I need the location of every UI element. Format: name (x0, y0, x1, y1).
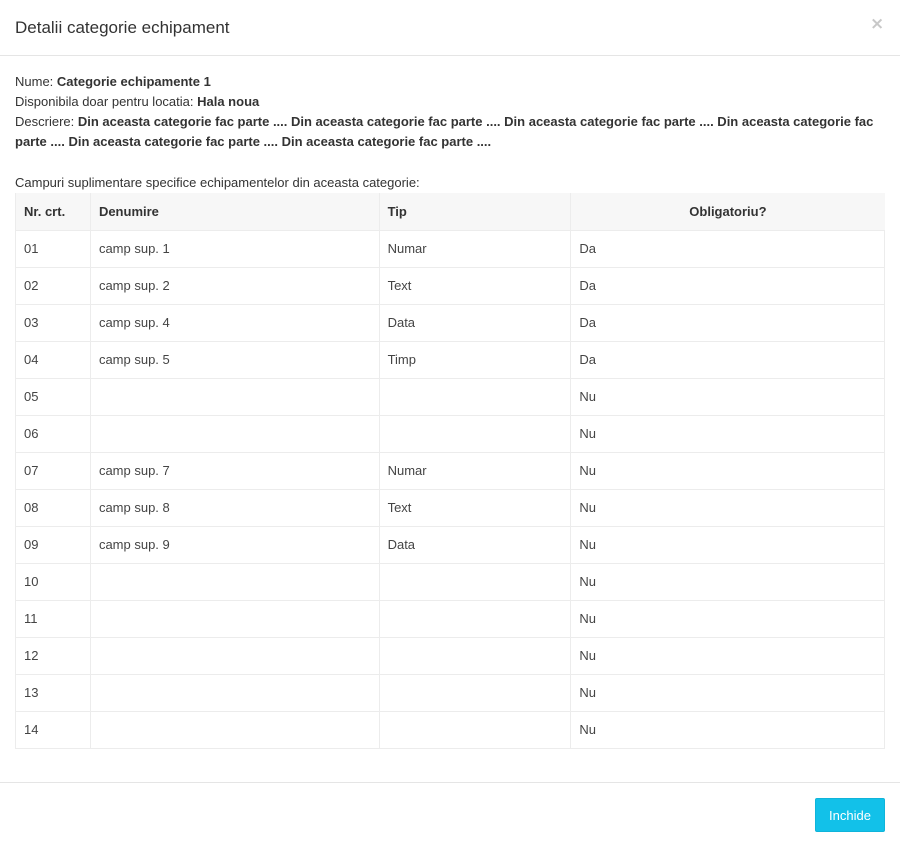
cell-nr: 11 (16, 600, 91, 637)
cell-nr: 01 (16, 230, 91, 267)
cell-tip (379, 378, 571, 415)
header-obligatoriu: Obligatoriu? (571, 193, 885, 230)
table-row (16, 341, 885, 378)
header-denumire: Denumire (90, 193, 379, 230)
cell-nr: 07 (16, 452, 91, 489)
extra-fields-table (15, 193, 885, 749)
table-row (16, 637, 885, 674)
cell-nr: 12 (16, 637, 91, 674)
cell-tip (379, 563, 571, 600)
cell-tip: Numar (379, 230, 571, 267)
description-value: Din aceasta categorie fac parte .... Din aceasta categorie fac parte .... Din aceasta categorie fac parte .... Din aceasta categorie fac parte .... Din aceasta categorie fac parte .... Din aceasta categorie fac parte .... (15, 114, 874, 149)
cell-denumire (90, 637, 379, 674)
table-header-row (16, 193, 885, 230)
cell-denumire (90, 711, 379, 748)
table-row (16, 711, 885, 748)
cell-nr: 06 (16, 415, 91, 452)
table-row (16, 230, 885, 267)
table-row (16, 600, 885, 637)
cell-tip: Text (379, 489, 571, 526)
modal-header (0, 0, 900, 56)
cell-obligatoriu: Da (571, 267, 885, 304)
cell-nr: 02 (16, 267, 91, 304)
cell-denumire (90, 600, 379, 637)
description-label: Descriere: (15, 114, 78, 129)
table-row (16, 267, 885, 304)
cell-obligatoriu: Da (571, 230, 885, 267)
cell-nr: 05 (16, 378, 91, 415)
name-label: Nume: (15, 74, 57, 89)
cell-obligatoriu: Da (571, 341, 885, 378)
info-location (15, 92, 885, 112)
cell-denumire: camp sup. 7 (90, 452, 379, 489)
cell-nr: 13 (16, 674, 91, 711)
table-row (16, 378, 885, 415)
cell-tip (379, 637, 571, 674)
cell-denumire (90, 415, 379, 452)
cell-tip: Numar (379, 452, 571, 489)
cell-tip: Data (379, 526, 571, 563)
cell-nr: 09 (16, 526, 91, 563)
cell-obligatoriu: Nu (571, 637, 885, 674)
modal-body (0, 56, 900, 749)
cell-obligatoriu: Nu (571, 415, 885, 452)
cell-obligatoriu: Nu (571, 674, 885, 711)
cell-nr: 04 (16, 341, 91, 378)
cell-obligatoriu: Da (571, 304, 885, 341)
cell-denumire: camp sup. 5 (90, 341, 379, 378)
table-row (16, 304, 885, 341)
cell-tip (379, 711, 571, 748)
name-value: Categorie echipamente 1 (56, 74, 211, 89)
cell-tip (379, 415, 571, 452)
cell-obligatoriu: Nu (571, 378, 885, 415)
cell-tip: Text (379, 267, 571, 304)
cell-obligatoriu: Nu (571, 452, 885, 489)
location-label: Disponibila doar pentru locatia: (15, 94, 198, 109)
cell-obligatoriu: Nu (571, 489, 885, 526)
table-row (16, 674, 885, 711)
cell-denumire: camp sup. 2 (90, 267, 379, 304)
cell-denumire: camp sup. 4 (90, 304, 379, 341)
cell-denumire: camp sup. 8 (90, 489, 379, 526)
table-row (16, 526, 885, 563)
table-caption: Campuri suplimentare specifice echipamentelor din aceasta categorie: (15, 175, 420, 190)
table-row (16, 489, 885, 526)
header-tip: Tip (379, 193, 571, 230)
header-nr: Nr. crt. (16, 193, 91, 230)
close-button[interactable]: Inchide (815, 798, 885, 832)
cell-nr: 10 (16, 563, 91, 600)
modal-title: Detalii categorie echipament (15, 18, 230, 37)
location-value: Hala noua (197, 94, 260, 109)
info-name (15, 72, 885, 92)
cell-obligatoriu: Nu (571, 600, 885, 637)
table-row (16, 563, 885, 600)
cell-tip (379, 674, 571, 711)
table-row (16, 415, 885, 452)
cell-denumire: camp sup. 1 (90, 230, 379, 267)
cell-tip: Data (379, 304, 571, 341)
table-body (16, 230, 885, 748)
cell-tip: Timp (379, 341, 571, 378)
info-description (15, 112, 875, 152)
cell-denumire (90, 563, 379, 600)
cell-obligatoriu: Nu (571, 711, 885, 748)
cell-denumire (90, 674, 379, 711)
table-row (16, 452, 885, 489)
cell-nr: 08 (16, 489, 91, 526)
cell-denumire: camp sup. 9 (90, 526, 379, 563)
close-icon[interactable]: × (870, 14, 885, 34)
cell-obligatoriu: Nu (571, 526, 885, 563)
cell-denumire (90, 378, 379, 415)
cell-nr: 03 (16, 304, 91, 341)
cell-obligatoriu: Nu (571, 563, 885, 600)
modal-footer (0, 782, 900, 847)
cell-nr: 14 (16, 711, 91, 748)
cell-tip (379, 600, 571, 637)
